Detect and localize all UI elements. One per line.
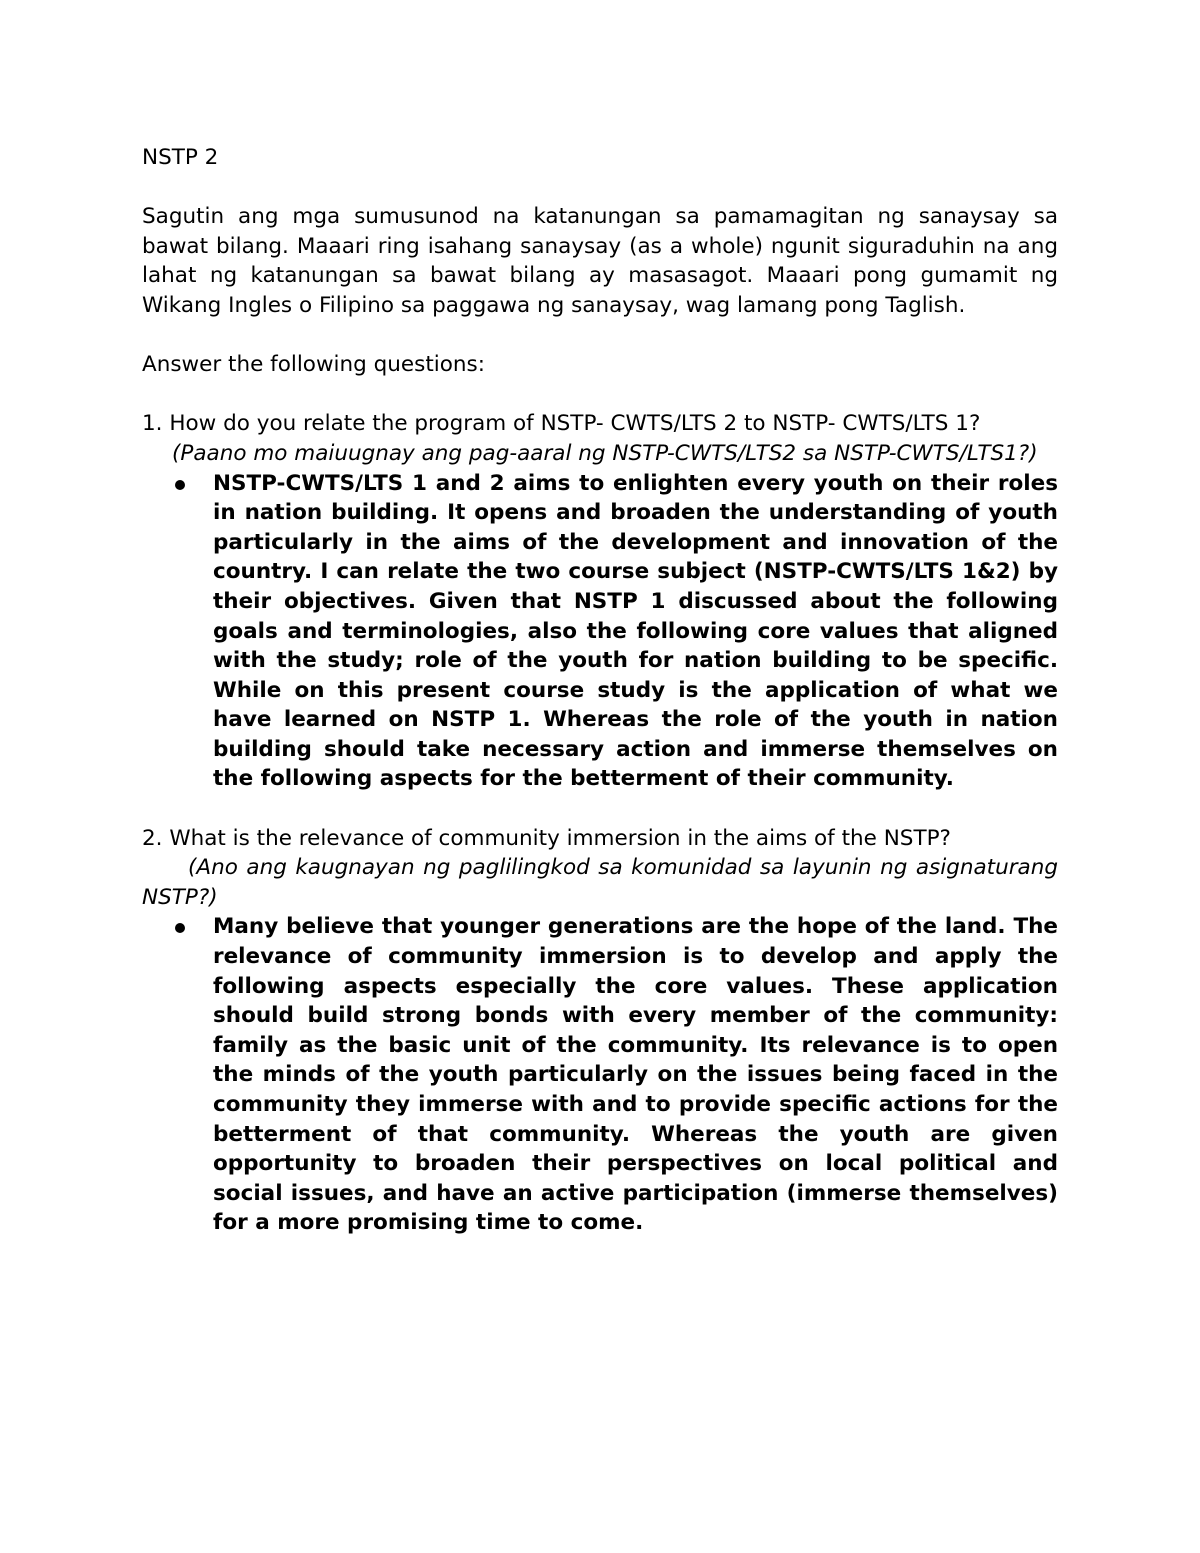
answer-item [213,912,1058,1238]
answer-list [142,912,1058,1238]
bullet-icon [175,480,185,490]
bullet-icon [175,923,185,933]
answer-item [213,469,1058,795]
answer-list [142,469,1058,795]
spacer [142,380,1058,410]
spacer [142,794,1058,824]
answer-prompt: Answer the following questions: [142,352,485,378]
document-title: NSTP 2 [142,145,219,170]
instructions-paragraph: Sagutin ang mga sumusunod na katanungan sa pamamagitan ng sanaysay sa bawat bilang. Maaari ring isahang sanaysay (as a whole) ngunit siguraduhin na ang lahat ng katanungan sa bawat bilang ay masasagot. Maaari pong gumamit ng Wikang Ingles o Filipino sa paggawa ng sanaysay, wag lamang pong Taglish. [142,204,1058,318]
spacer [142,321,1058,351]
question-block-2 [142,824,1058,1238]
answer-text: NSTP-CWTS/LTS 1 and 2 aims to enlighten every youth on their roles in nation building. It opens and broaden the understanding of youth particularly in the aims of the development and innovation of the country. I can relate the two course subject (NSTP-CWTS/LTS 1&2) by their objectives. Given that NSTP 1 discussed about the following goals and terminologies, also the following core values that aligned with the study; role of the youth for nation building to be specific. While on this present course study is the application of what we have learned on NSTP 1. Whereas the role of the youth in nation building should take necessary action and immerse themselves on the following aspects for the betterment of their community. [213,470,1058,792]
document-page [142,143,1058,1238]
question-translation: (Ano ang kaugnayan ng paglilingkod sa komunidad sa layunin ng asignaturang NSTP?) [142,855,1058,910]
question-text: 2. What is the relevance of community immersion in the aims of the NSTP? [142,825,951,851]
question-block-1 [142,409,1058,794]
question-translation: (Paano mo maiuugnay ang pag-aaral ng NSTP-CWTS/LTS2 sa NSTP-CWTS/LTS1?) [172,440,1038,466]
question-text: 1. How do you relate the program of NSTP- CWTS/LTS 2 to NSTP- CWTS/LTS 1? [142,411,981,437]
answer-text: Many believe that younger generations are the hope of the land. The relevance of community immersion is to develop and apply the following aspects especially the core values. These application should build strong bonds with every member of the community: family as the basic unit of the community. Its relevance is to open the minds of the youth particularly on the issues being faced in the community they immerse with and to provide specific actions for the betterment of that community. Whereas the youth are given opportunity to broaden their perspectives on local political and social issues, and have an active participation (immerse themselves) for a more promising time to come. [213,914,1058,1236]
